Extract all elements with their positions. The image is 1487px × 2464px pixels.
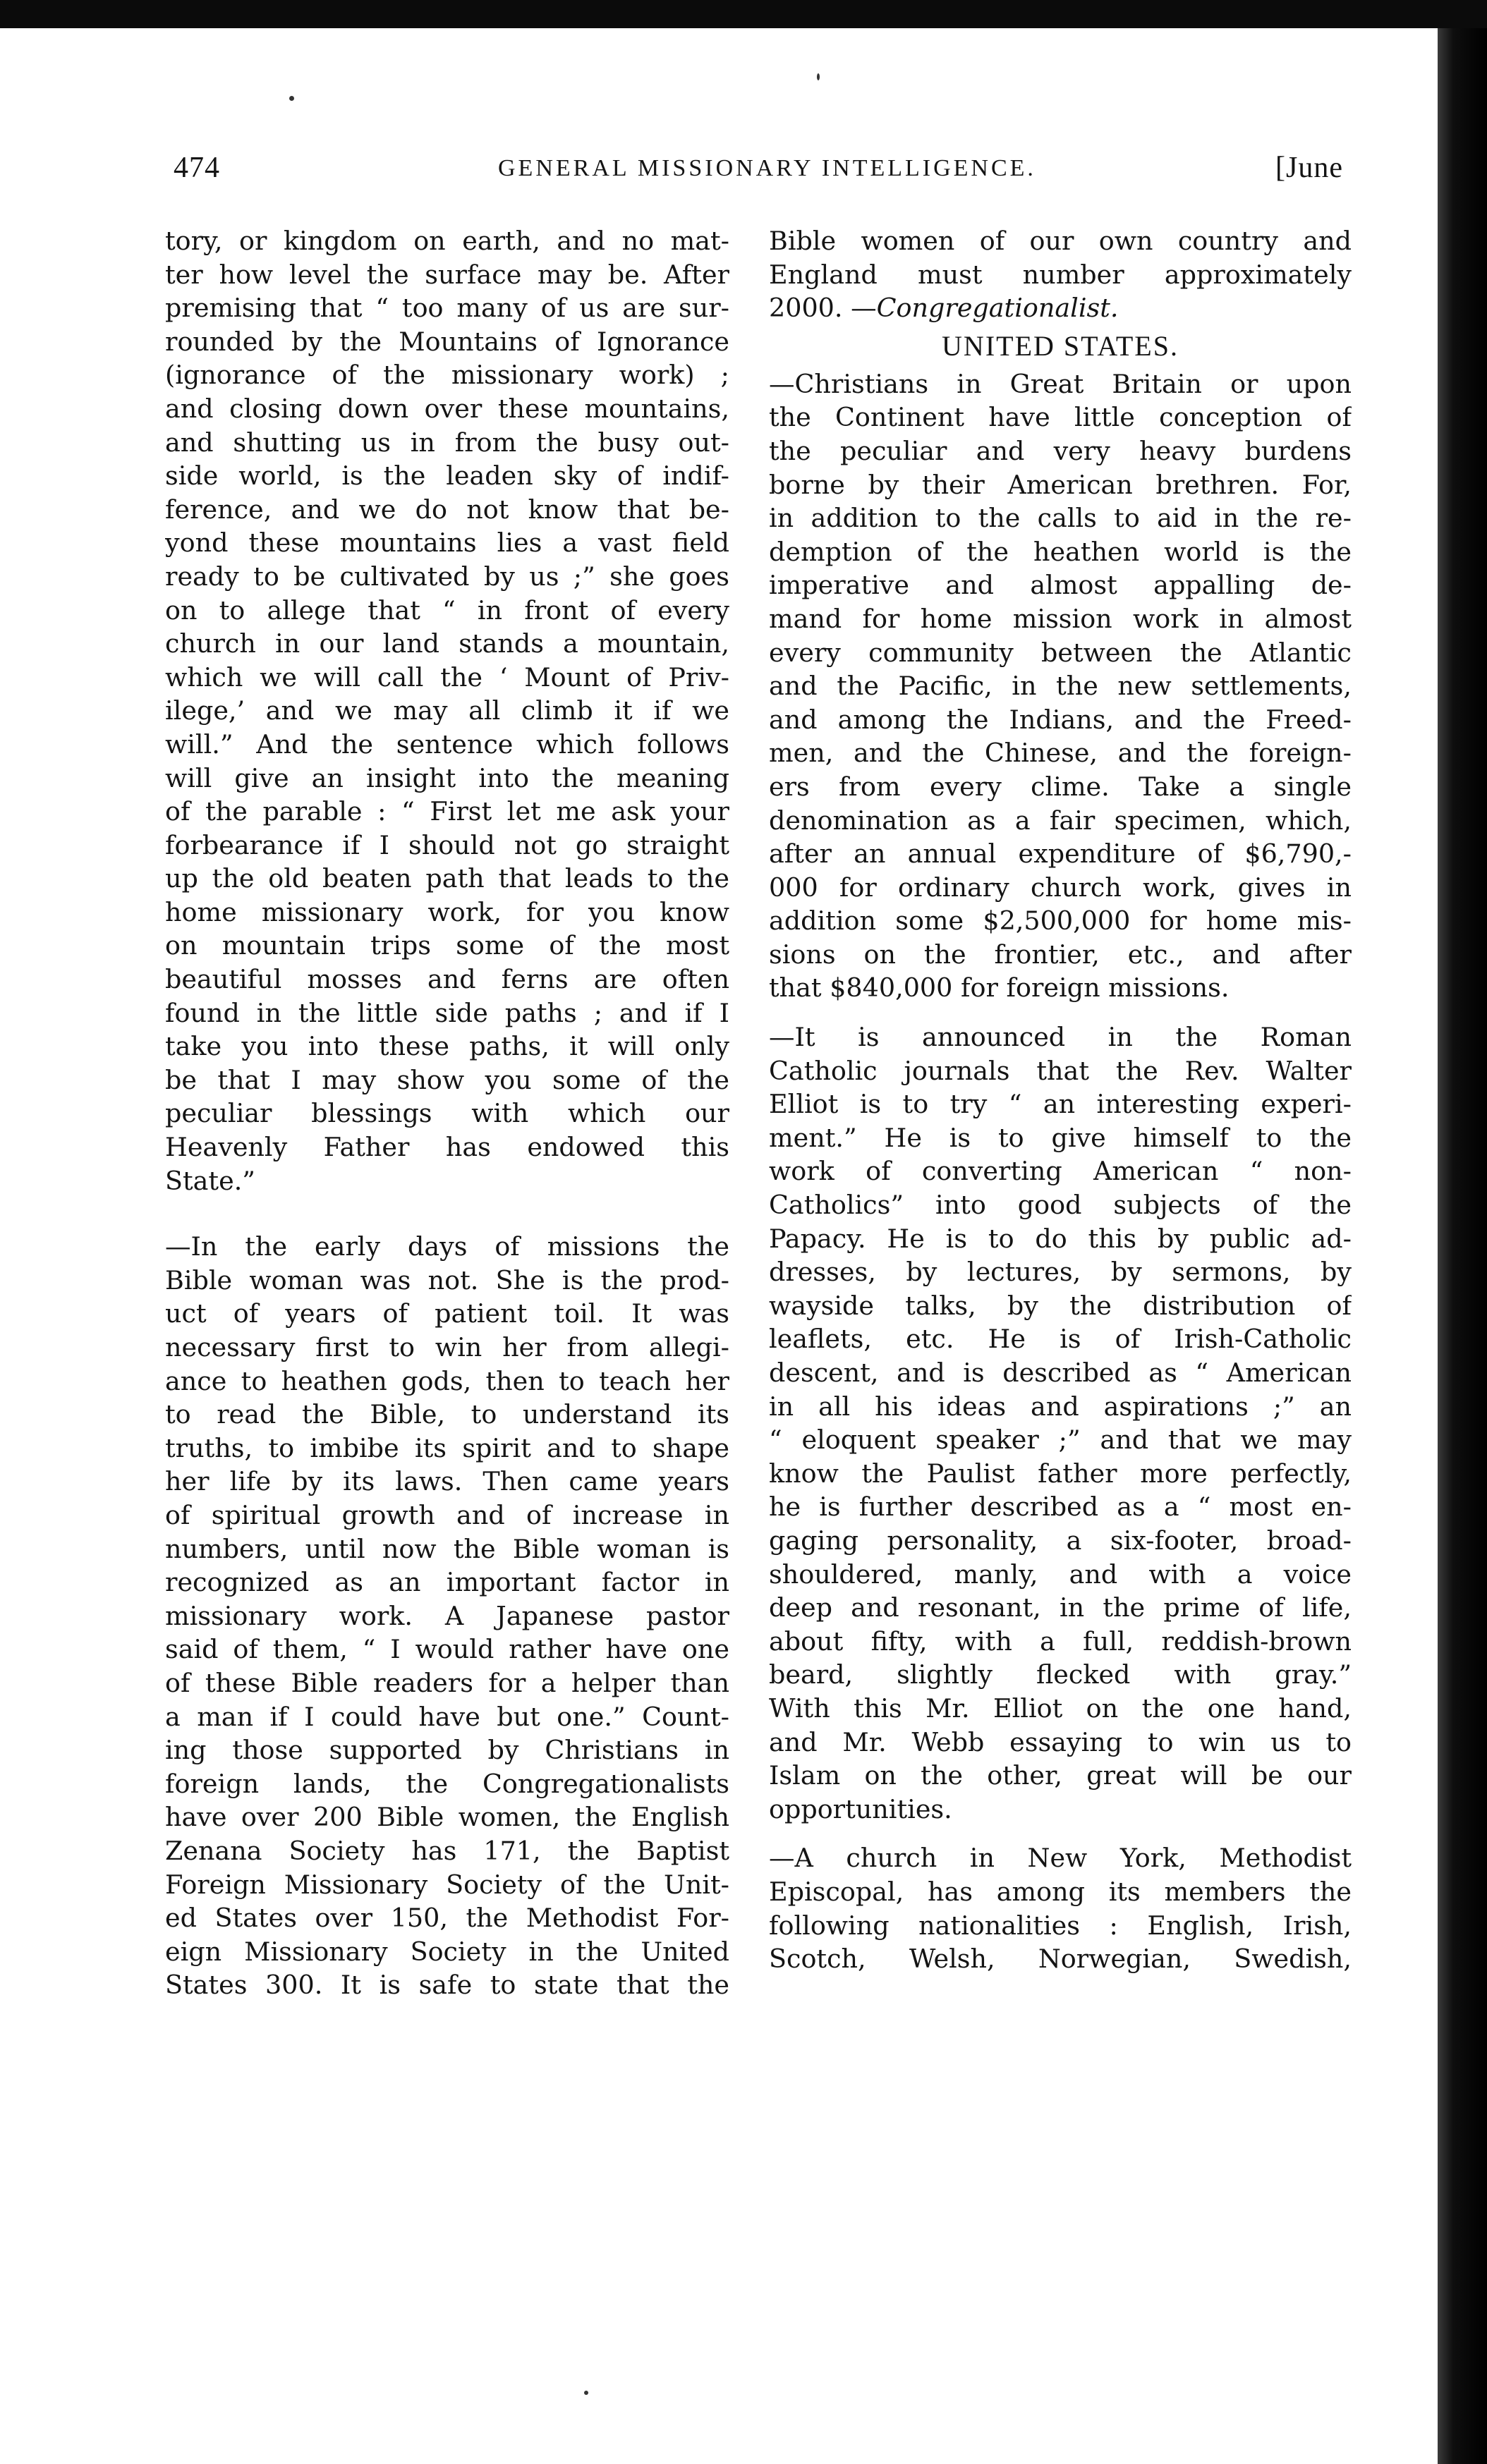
text-line: and the Pacific, in the new settlements, [769, 671, 1352, 702]
scan-right-border [1438, 28, 1487, 2464]
paragraph-new-york-church [769, 1841, 1352, 1975]
text-line: 000 for ordinary church work, gives in [769, 872, 1352, 903]
text-line: ers from every clime. Take a single [769, 771, 1352, 802]
text-line: every community between the Atlantic [769, 637, 1352, 668]
text-line: on to allege that “ in front of every [165, 594, 729, 626]
paragraph-bible-women [165, 1230, 729, 2002]
running-title: GENERAL MISSIONARY INTELLIGENCE. [498, 155, 1036, 181]
text-line: of these Bible readers for a helper than [165, 1667, 729, 1698]
text-line: and Mr. Webb essaying to win us to [769, 1726, 1352, 1757]
text-line: Bible woman was not. She is the prod- [165, 1264, 729, 1295]
text-line: gaging personality, a six-footer, broad- [769, 1525, 1352, 1556]
text-line: eign Missionary Society in the United [165, 1936, 729, 1967]
text-line: beard, slightly flecked with gray.” [769, 1659, 1352, 1690]
text-line: he is further described as a “ most en- [769, 1492, 1352, 1523]
text-line: —Christians in Great Britain or upon [769, 368, 1352, 399]
text-line: premising that “ too many of us are sur- [165, 293, 729, 324]
text-line: a man if I could have but one.” Count- [165, 1701, 729, 1732]
text-line: Bible women of our own country and [769, 226, 1352, 256]
text-line: the Continent have little conception of [769, 402, 1352, 433]
text-line: States 300. It is safe to state that the [165, 1970, 729, 2001]
text-line: With this Mr. Elliot on the one hand, [769, 1693, 1352, 1724]
text-line: demption of the heathen world is the [769, 536, 1352, 567]
text-line: in addition to the calls to aid in the re- [769, 503, 1352, 534]
text-line: sions on the frontier, etc., and after [769, 939, 1352, 970]
paragraph-walter-elliot [769, 1020, 1352, 1826]
running-header [174, 151, 1343, 193]
text-line: to read the Bible, to understand its [165, 1399, 729, 1430]
issue-month: [June [1275, 152, 1343, 184]
section-heading: UNITED STATES. [942, 329, 1179, 362]
text-line: mand for home mission work in almost [769, 603, 1352, 634]
text-line: necessary first to win her from allegi- [165, 1332, 729, 1362]
paragraph-mountain-parable [165, 224, 729, 1197]
text-line: descent, and is described as “ American [769, 1358, 1352, 1388]
text-line: men, and the Chinese, and the foreign- [769, 738, 1352, 769]
text-line: church in our land stands a mountain, [165, 628, 729, 659]
text-line: and among the Indians, and the Freed- [769, 704, 1352, 735]
text-line: in all his ideas and aspirations ;” an [769, 1391, 1352, 1422]
text-line: leaflets, etc. He is of Irish-Catholic [769, 1324, 1352, 1355]
text-line: have over 200 Bible women, the English [165, 1802, 729, 1833]
text-line: take you into these paths, it will only [165, 1031, 729, 1062]
text-line: peculiar blessings with which our [165, 1098, 729, 1129]
text-line: the peculiar and very heavy burdens [769, 435, 1352, 466]
text-line: deep and resonant, in the prime of life, [769, 1592, 1352, 1623]
text-line: Scotch, Welsh, Norwegian, Swedish, [769, 1944, 1352, 1975]
text-line: ference, and we do not know that be- [165, 494, 729, 525]
text-line: Papacy. He is to do this by public ad- [769, 1223, 1352, 1254]
page-number: 474 [174, 152, 220, 184]
text-line: missionary work. A Japanese pastor [165, 1600, 729, 1631]
text-line: wayside talks, by the distribution of [769, 1290, 1352, 1321]
text-line: and closing down over these mountains, [165, 393, 729, 424]
text-line: Catholic journals that the Rev. Walter [769, 1055, 1352, 1086]
text-line: opportunities. [769, 1793, 952, 1824]
right-column [769, 224, 1352, 1976]
text-line: will give an insight into the meaning [165, 762, 729, 793]
text-line: following nationalities : English, Irish, [769, 1910, 1352, 1941]
text-line: Episcopal, has among its members the [769, 1876, 1352, 1907]
text-line: dresses, by lectures, by sermons, by [769, 1257, 1352, 1288]
text-line: numbers, until now the Bible woman is [165, 1533, 729, 1564]
text-line: work of converting American “ non- [769, 1156, 1352, 1187]
text-line: imperative and almost appalling de- [769, 570, 1352, 601]
text-line: State.” [165, 1165, 255, 1196]
text-line: that $840,000 for foreign missions. [769, 972, 1230, 1004]
text-line: denomination as a fair specimen, which, [769, 805, 1352, 836]
text-line: Catholics” into good subjects of the [769, 1190, 1352, 1221]
text-line: ment.” He is to give himself to the [769, 1122, 1352, 1153]
text-line: uct of years of patient toil. It was [165, 1298, 729, 1329]
scan-top-border [0, 0, 1487, 28]
text-line: forbearance if I should not go straight [165, 829, 729, 860]
text-line: 2000. —Congregationalist. [769, 293, 1119, 324]
text-line: Elliot is to try “ an interesting experi- [769, 1089, 1352, 1120]
paragraph-bible-women-continued [769, 224, 1352, 325]
scan-speck [289, 96, 294, 101]
text-line: borne by their American brethren. For, [769, 469, 1352, 500]
text-line: will.” And the sentence which follows [165, 728, 729, 760]
text-line: rounded by the Mountains of Ignorance [165, 326, 729, 357]
text-line: Foreign Missionary Society of the Unit- [165, 1869, 729, 1900]
text-line: addition some $2,500,000 for home mis- [769, 905, 1352, 937]
text-line: and shutting us in from the busy out- [165, 427, 729, 458]
text-line: found in the little side paths ; and if I [165, 997, 729, 1028]
text-line: shouldered, manly, and with a voice [769, 1559, 1352, 1590]
text-line: England must number approximately [769, 259, 1352, 290]
text-line: ed States over 150, the Methodist For- [165, 1903, 729, 1934]
text-line: home missionary work, for you know [165, 896, 729, 927]
text-line: (ignorance of the missionary work) ; [165, 360, 729, 391]
text-line: —In the early days of missions the [165, 1231, 729, 1262]
text-line: which we will call the ‘ Mount of Priv- [165, 661, 729, 693]
text-line: ing those supported by Christians in [165, 1735, 729, 1766]
text-line: foreign lands, the Congregationalists [165, 1768, 729, 1799]
text-line: ready to be cultivated by us ;” she goes [165, 561, 729, 592]
text-line: of spiritual growth and of increase in [165, 1499, 729, 1530]
text-line: after an annual expenditure of $6,790,- [769, 838, 1352, 870]
text-line: side world, is the leaden sky of indif- [165, 461, 729, 492]
text-line: Islam on the other, great will be our [769, 1760, 1352, 1791]
text-line: ter how level the surface may be. After [165, 259, 729, 290]
text-line: Heavenly Father has endowed this [165, 1132, 729, 1163]
scan-speck [584, 2391, 588, 2395]
text-line: “ eloquent speaker ;” and that we may [769, 1425, 1352, 1456]
text-line: tory, or kingdom on earth, and no mat- [165, 226, 729, 256]
text-line: —A church in New York, Methodist [769, 1843, 1352, 1874]
text-line: her life by its laws. Then came years [165, 1466, 729, 1497]
text-line: said of them, “ I would rather have one [165, 1634, 729, 1665]
text-line: be that I may show you some of the [165, 1064, 729, 1095]
text-line: of the parable : “ First let me ask your [165, 796, 729, 827]
left-column [165, 224, 729, 2002]
scan-speck [817, 73, 820, 80]
source-citation: Congregationalist. [876, 293, 1119, 324]
text-line: on mountain trips some of the most [165, 930, 729, 961]
text-line: ilege,’ and we may all climb it if we [165, 695, 729, 726]
text-line: know the Paulist father more perfectly, [769, 1458, 1352, 1489]
paragraph-american-burdens [769, 367, 1352, 1005]
text-line: recognized as an important factor in [165, 1567, 729, 1598]
text-line: yond these mountains lies a vast field [165, 527, 729, 559]
text-line: about fifty, with a full, reddish-brown [769, 1626, 1352, 1657]
text-line: beautiful mosses and ferns are often [165, 964, 729, 995]
text-line: Zenana Society has 171, the Baptist [165, 1835, 729, 1866]
text-line: truths, to imbibe its spirit and to shape [165, 1432, 729, 1463]
text-line: ance to heathen gods, then to teach her [165, 1365, 729, 1396]
text-line: —It is announced in the Roman [769, 1022, 1352, 1053]
text-line: up the old beaten path that leads to the [165, 863, 729, 894]
